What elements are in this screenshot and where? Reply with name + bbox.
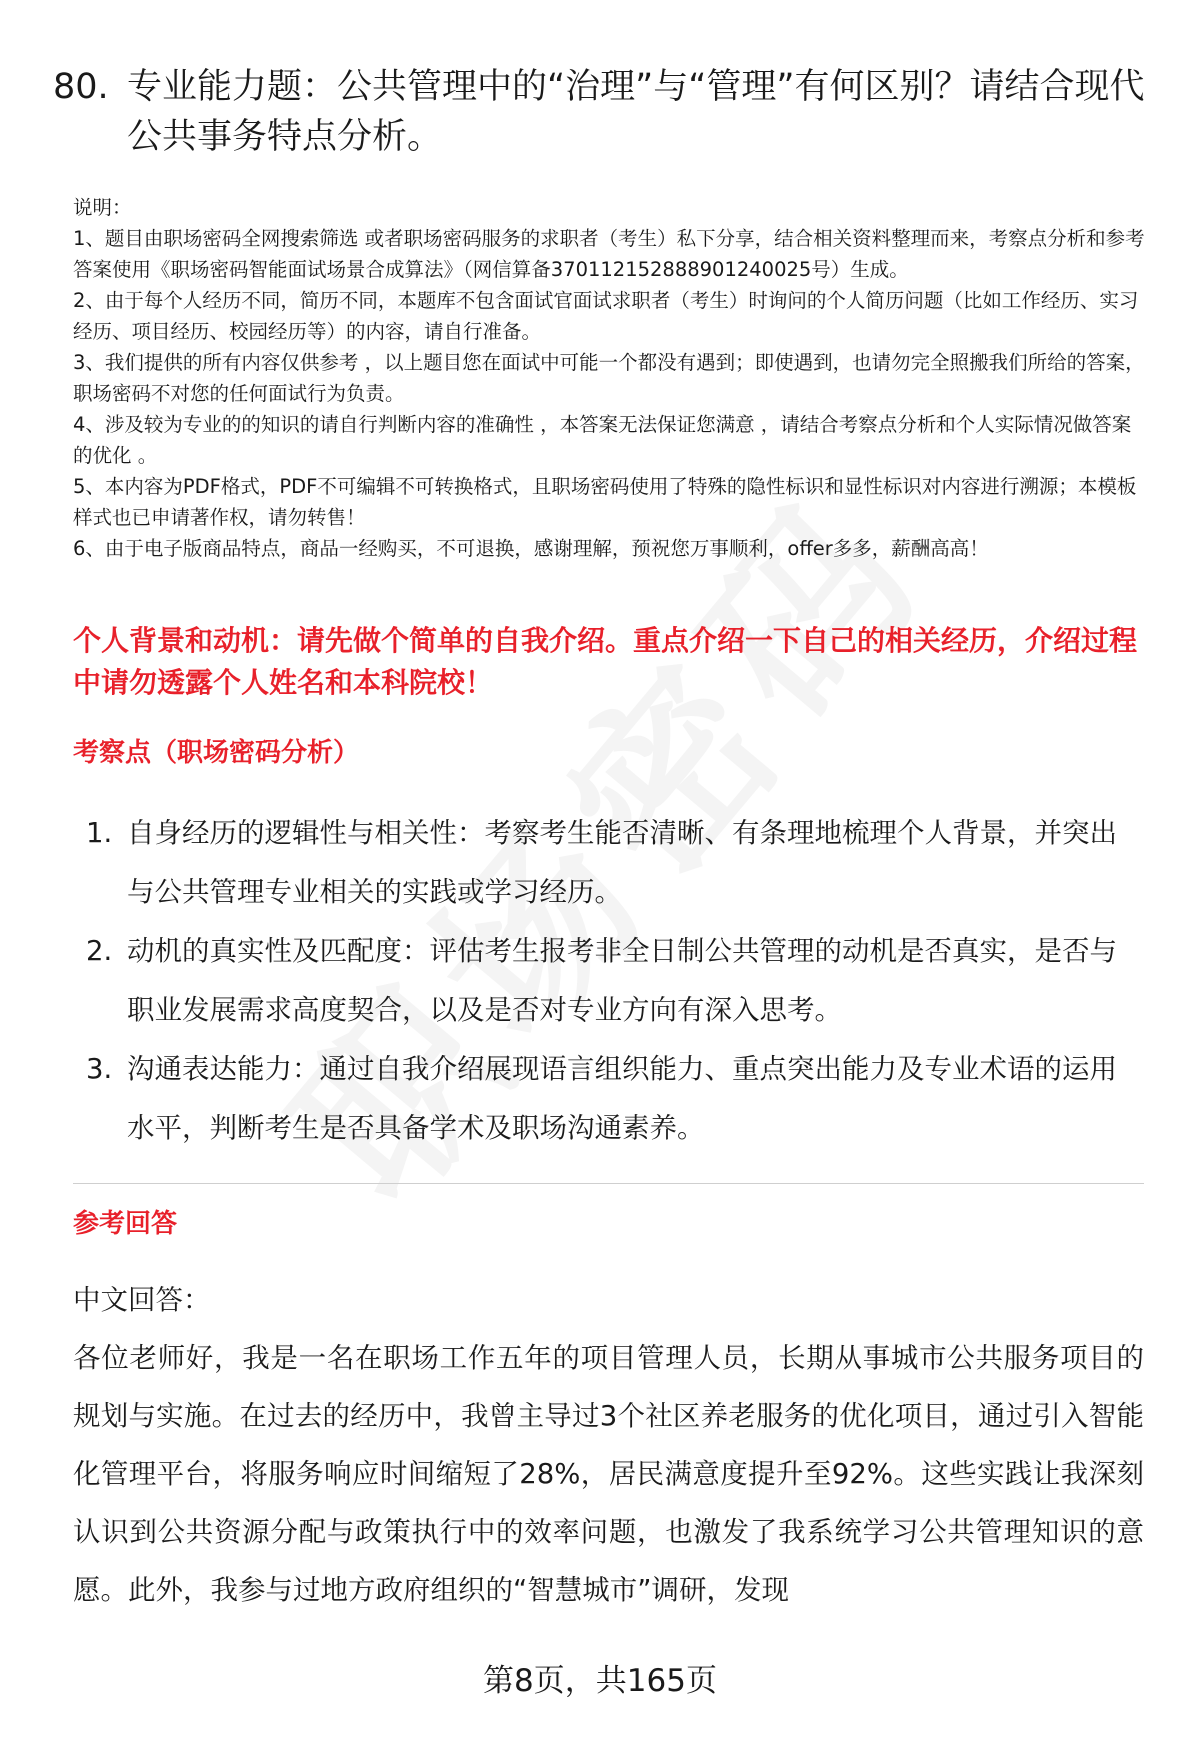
- background-question: 个人背景和动机：请先做个简单的自我介绍。重点介绍一下自己的相关经历，介绍过程中请勿透露个人姓名和本科院校！: [73, 624, 1138, 699]
- note-item: 5、本内容为PDF格式，PDF不可编辑不可转换格式，且职场密码使用了特殊的隐性标识和显性标识对内容进行溯源；本模板样式也已申请著作权，请勿转售！: [73, 475, 1137, 529]
- analysis-points: [73, 804, 1144, 1158]
- note-item: 3、我们提供的所有内容仅供参考 ，以上题目您在面试中可能一个都没有遇到；即使遇到，也请勿完全照搬我们所给的答案，职场密码不对您的任何面试行为负责。: [73, 351, 1145, 405]
- point-text: 自身经历的逻辑性与相关性：考察考生能否清晰、有条理地梳理个人背景，并突出与公共管理专业相关的实践或学习经历。: [127, 817, 1117, 908]
- point-text: 沟通表达能力：通过自我介绍展现语言组织能力、重点突出能力及专业术语的运用水平，判断考生是否具备学术及职场沟通素养。: [127, 1053, 1117, 1144]
- question-number: 80.: [53, 67, 109, 107]
- note-item: 4、涉及较为专业的的知识的请自行判断内容的准确性 ，本答案无法保证您满意 ，请结合考察点分析和个人实际情况做答案的优化 。: [73, 413, 1132, 467]
- note-item: 2、由于每个人经历不同，简历不同，本题库不包含面试官面试求职者（考生）时询问的个人简历问题（比如工作经历、实习经历、项目经历、校园经历等）的内容，请自行准备。: [73, 289, 1139, 343]
- analysis-point: [73, 804, 1144, 922]
- divider: [73, 1183, 1144, 1184]
- question-text: 专业能力题：公共管理中的“治理”与“管理”有何区别？请结合现代公共事务特点分析。: [127, 67, 1145, 157]
- analysis-point: [73, 922, 1144, 1040]
- note-item: 1、题目由职场密码全网搜索筛选 或者职场密码服务的求职者（考生）私下分享，结合相关资料整理而来，考察点分析和参考答案使用《职场密码智能面试场景合成算法》（网信算备370112152888901240025号）生成。: [73, 227, 1145, 281]
- page-indicator: 第8页，共165页: [483, 1663, 717, 1699]
- answer-body: 各位老师好，我是一名在职场工作五年的项目管理人员，长期从事城市公共服务项目的规划与实施。在过去的经历中，我曾主导过3个社区养老服务的优化项目，通过引入智能化管理平台，将服务响应时间缩短了28%，居民满意度提升至92%。这些实践让我深刻认识到公共资源分配与政策执行中的效率问题，也激发了我系统学习公共管理知识的意愿。此外，我参与过地方政府组织的“智慧城市”调研，发现: [73, 1342, 1144, 1606]
- analysis-heading: 考察点（职场密码分析）: [73, 738, 360, 768]
- note-item: 6、由于电子版商品特点，商品一经购买，不可退换，感谢理解，预祝您万事顺利，offer多多，薪酬高高！: [73, 537, 989, 560]
- notes-section: [73, 192, 1148, 564]
- point-text: 动机的真实性及匹配度：评估考生报考非全日制公共管理的动机是否真实，是否与职业发展需求高度契合，以及是否对专业方向有深入思考。: [127, 935, 1117, 1026]
- point-number: 1.: [86, 817, 113, 849]
- answer-label: 中文回答：: [73, 1284, 211, 1316]
- reference-heading: 参考回答: [73, 1209, 178, 1239]
- point-number: 2.: [86, 935, 113, 967]
- reference-answer: [73, 1271, 1144, 1619]
- analysis-point: [73, 1040, 1144, 1158]
- question-title: [53, 62, 1153, 162]
- point-number: 3.: [86, 1053, 113, 1085]
- notes-heading: 说明：: [73, 196, 132, 219]
